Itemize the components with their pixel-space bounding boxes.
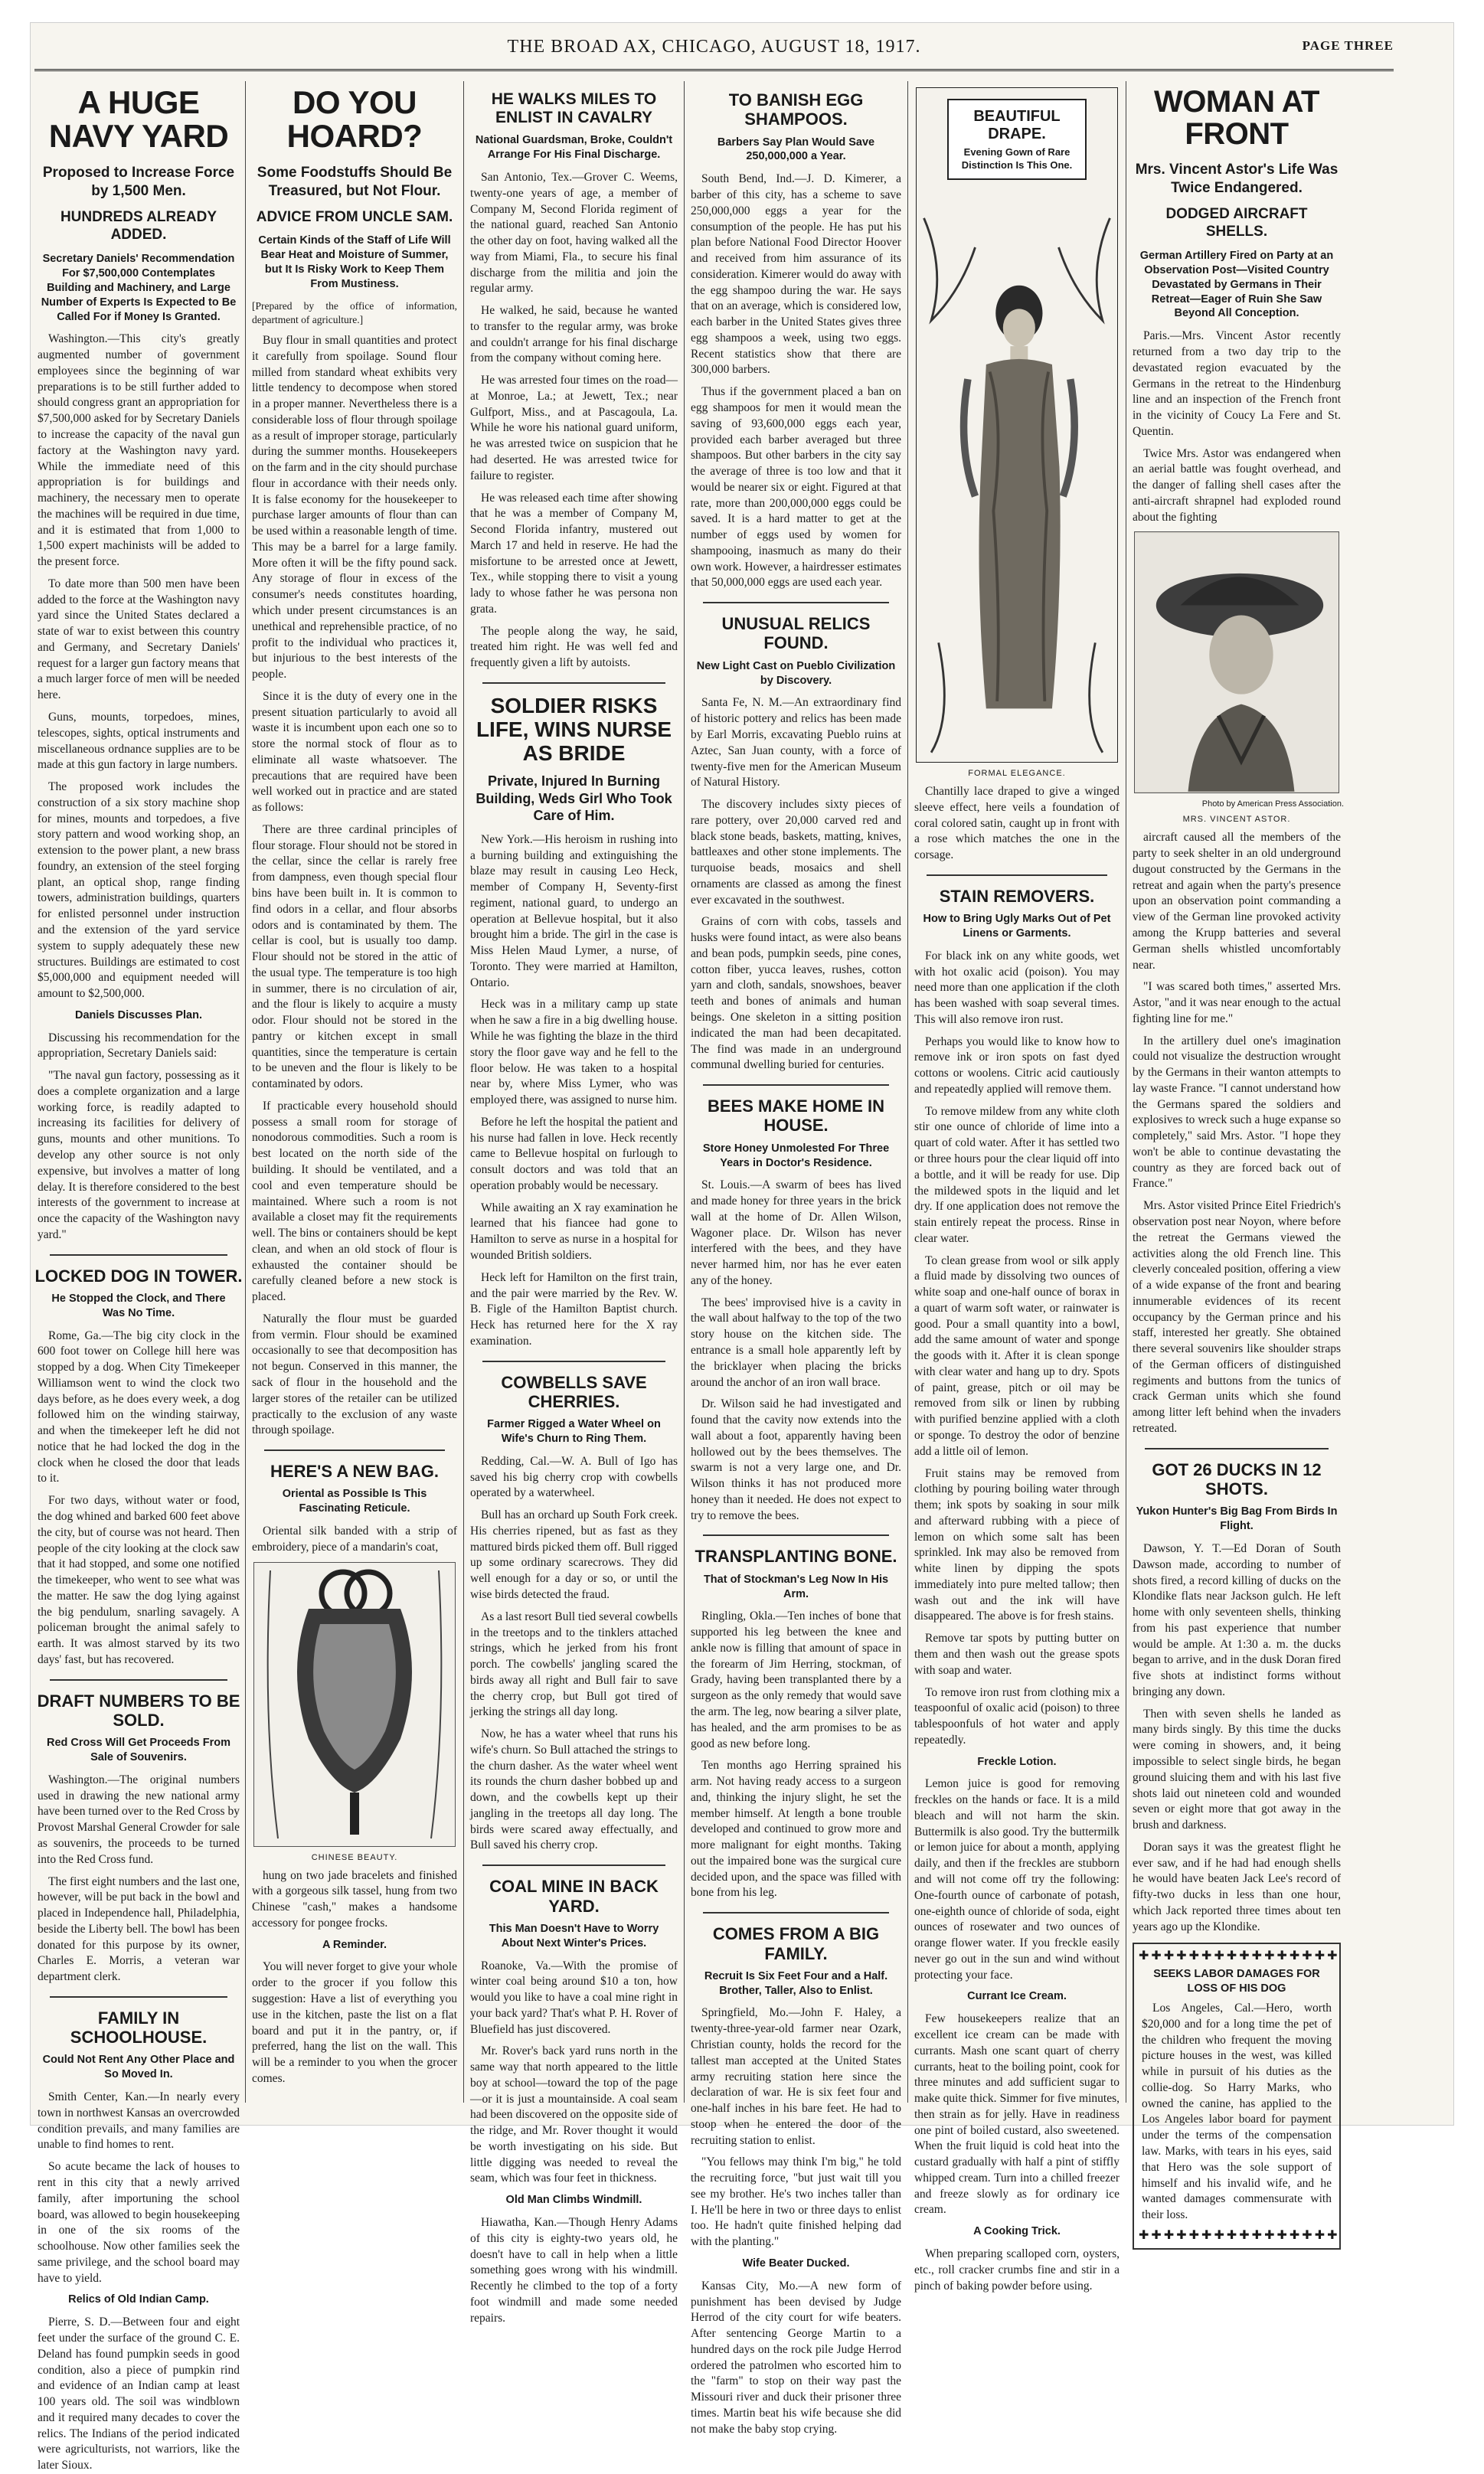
column-rule <box>907 81 908 2103</box>
headline-soldier-risks-life: SOLDIER RISKS LIFE, WINS NURSE AS BRIDE <box>476 693 672 765</box>
deck: Farmer Rigged a Water Wheel on Wife's Churn to Ring Them. <box>487 1418 661 1445</box>
divider <box>703 1912 889 1914</box>
headline-family-schoolhouse: FAMILY IN SCHOOLHOUSE. <box>70 2008 208 2048</box>
paragraph: hung on two jade bracelets and finished with a gorgeous silk tassel, hung from two Chinese "cash," makes a handsome accessory for pongee frocks. <box>252 1868 457 1930</box>
headline-navy-yard: A HUGE NAVY YARD <box>48 84 229 155</box>
paragraph: Washington.—The original numbers used in drawing the new national army have been turned over to the Red Cross by Provost Marshal General Crowder for sale as souvenirs, the proceeds to be turned into the Red Cross fund. <box>38 1773 240 1866</box>
divider <box>1145 1448 1329 1449</box>
paragraph: You will never forget to give your whole order to the grocer if you follow this suggestion: Have a list of everything you use in the kitchen, paste the list on a flat board and put it in the pantry, or, if preferred, hang the list on the wall. This will be a reminder to you when the grocer comes. <box>252 1960 457 2085</box>
paragraph: Washington.—This city's greatly augmented number of government employees since the beginning of war preparations is to be still further added to should congress grant an appropriation for $7,500,000 asked for by Secretary Daniels to increase the capacity of the naval gun factory at the Washington navy yard. While the immediate need of this appropriation is for buildings and machinery, the necessary men to operate the machines will be required in due time, and it is estimated that from 1,000 to 1,500 expert machinists will be added to the present force. <box>38 332 240 569</box>
chinese-bag-illustration <box>253 1562 456 1847</box>
paragraph: Twice Mrs. Astor was endangered when an aerial battle was fought overhead, and the danger of falling shell cases after the anti-aircraft shrapnel had exploded round about the fighting <box>1133 446 1341 524</box>
divider <box>482 682 665 684</box>
woman-gown-icon <box>917 191 1117 773</box>
figure-title: BEAUTIFUL DRAPE. <box>973 108 1061 142</box>
paragraph: Mr. Rover's back yard runs north in the same way that north appeared to the little boy at school—toward the top of the page—or it is just a mountainside. A coal seam had been discovered on the opposite side of the ridge, and Mr. Rover thought it would be worth investigating on his side. But little digging was needed to reveal the seam, which was four feet in thickness. <box>470 2044 678 2185</box>
headline-draft-numbers: DRAFT NUMBERS TO BE SOLD. <box>37 1691 240 1730</box>
paragraph: As a last resort Bull tied several cowbells in the treetops and to the tinklers attached strings, which he jerked from his front porch. The cowbells' jangling scared the birds away all right and Bull fair to save the cherry crop, but Bull got tired of jerking the strings all day long. <box>470 1610 678 1719</box>
paragraph-head: Relics of Old Indian Camp. <box>68 2293 209 2306</box>
headline-stain-removers: STAIN REMOVERS. <box>939 886 1095 906</box>
paragraph-head: Daniels Discusses Plan. <box>74 1008 203 1021</box>
paragraph: While awaiting an X ray examination he learned that his fiancee had gone to Hamilton to serve as nurse in a hospital for wounded British soldiers. <box>470 1201 678 1262</box>
divider <box>50 1254 227 1256</box>
paragraph: Kansas City, Mo.—A new form of punishment has been devised by Judge Herrod of the city court for wife beaters. After sentencing George Martin to a hundred days on the rock pile Judge Herrod ordered the patrolmen who escorted him to the "farm" to stop on their way past the Missouri river and duck their prisoner three times. Martin beat his wife because she did not make the baby stop crying. <box>691 2279 901 2436</box>
headline-big-family: COMES FROM A BIG FAMILY. <box>712 1924 880 1963</box>
paragraph: Since it is the duty of every one in the present situation particularly to avoid all waste it is incumbent upon each one so to store the normal stock of flour as to eliminate all waste whatsoever. The precautions that are required have been well worked out in practice and are stated as follows: <box>252 689 457 815</box>
paragraph: Few housekeepers realize that an excellent ice cream can be made with currants. Mash one scant quart of cherry currants, heat to the boiling point, cook for three minutes and add sufficient sugar to make quite thick. Simmer for five minutes, then strain as for jelly. Have in readiness one pint of boiled custard, also sweetened. When the fruit liquid is cold heat into the custard gradually with half a pint of stiffly whipped cream. Turn into a chilled freezer and freeze slowly as for ordinary ice cream. <box>914 2012 1120 2217</box>
deck: Yukon Hunter's Big Bag From Birds In Flight. <box>1136 1505 1338 1533</box>
paragraph: Discussing his recommendation for the appropriation, Secretary Daniels said: <box>38 1031 240 1061</box>
subhead: HUNDREDS ALREADY ADDED. <box>60 208 217 243</box>
paragraph: To remove iron rust from clothing mix a teaspoonful of oxalic acid (poison) to three tablespoonfuls of hot water and apply repeatedly. <box>914 1685 1120 1747</box>
figure-caption: MRS. VINCENT ASTOR. <box>1182 815 1291 825</box>
portrait-icon <box>1135 532 1339 793</box>
paragraph: "The naval gun factory, possessing as it does a complete organization and a large working force, is readily adapted to increasing its facilities for delivery of guns, mounts and other munitions. To develop any other source is not only expensive, but involves a matter of long delay. It is therefore considered to the best interests of the government to increase at once the capacity of the Washington navy yard." <box>38 1069 240 1241</box>
evening-gown-illustration <box>916 87 1118 763</box>
divider <box>482 1361 665 1362</box>
paragraph: Grains of corn with cobs, tassels and husks were found intact, as were also beans and bean pods, pumpkin seeds, pine cones, cotton fiber, yucca leaves, rushes, cotton yarn and cloth, sandals, snowshoes, beaver teeth and bones of animals and human beings. One skeleton in a sitting position indicated the man had been decapitated. The find was made in an underground communal dwelling buried for centuries. <box>691 915 901 1072</box>
deck: Red Cross Will Get Proceeds From Sale of Souvenirs. <box>47 1737 230 1764</box>
headline-cowbells: COWBELLS SAVE CHERRIES. <box>501 1372 647 1411</box>
masthead-title: THE BROAD AX, CHICAGO, AUGUST 18, 1917. <box>507 37 921 57</box>
column-6 <box>1129 81 1344 2242</box>
paragraph: In the artillery duel one's imagination could not visualize the destruction wrought by the Germans in their wanton attempts to lay waste France. "I cannot understand how the Germans spared the soldiers and explosives to wreck such a huge expanse so completely," said Mrs. Astor. "I hope they won't be able to continue devastating the country as they are forced back out of France." <box>1133 1034 1341 1191</box>
paragraph: "You fellows may think I'm big," he told the recruiting force, "but just wait till you see my brother. He's two inches taller than I. He'll be here in two or three days to enlist too. He hadn't quite finished helping dad with the planting." <box>691 2155 901 2249</box>
paragraph: Lemon juice is good for removing freckles on the hands or face. It is a mild bleach and will not harm the skin. Buttermilk is also good. Try the buttermilk or lemon juice for about a month, applying daily, and then if the freckles are stubborn and will not come off try the following: One-fourth ounce of carbonate of potash, one-eighth ounce of chloride of soda, eight ounces of rosewater and two ounces of orange flower water. If you freckle easily never go out in the sun and wind without protecting your face. <box>914 1777 1120 1982</box>
column-rule <box>463 81 464 2103</box>
paragraph: The discovery includes sixty pieces of rare pottery, over 20,000 carved red and black stone beads, baskets, matting, knives, battleaxes and other stone implements. The turquoise beads, mosaics and shell ornaments are classed as among the finest ever excavated in the southwest. <box>691 798 901 907</box>
figure-deck: Evening Gown of Rare Distinction Is This One. <box>961 146 1073 171</box>
paragraph: Naturally the flour must be guarded from vermin. Flour should be examined occasionally to see that decomposition has not begun. Conserved in this manner, the sack of flour in the household and the larger stores of the retailer can be utilized practically to the exclusion of any waste through spoilage. <box>252 1312 457 1437</box>
deck: New Light Cast on Pueblo Civilization by Discovery. <box>696 659 896 687</box>
subhead: ADVICE FROM UNCLE SAM. <box>256 208 453 225</box>
paragraph: Hiawatha, Kan.—Though Henry Adams of this city is eighty-two years old, he doesn't have to call in help when a little something goes wrong with his windmill. Recently he climbed to the top of a forty foot windmill and made some needed repairs. <box>470 2216 678 2325</box>
paragraph: Buy flour in small quantities and protect it carefully from spoilage. Sound flour milled from standard wheat exhibits very little tendency to decompose when stored in a proper manner. Nevertheless there is a considerable loss of flour through spoilage as a result of improper storage, particularly during the summer months. Housekeepers on the farm and in the city should purchase flour in accordance with their needs only. It is false economy for the housekeeper to purchase larger amounts of flour than can be used within a reasonable length of time. This may be a barrel for a large family. More often it will be the fifty pound sack. Any storage of flour in excess of the consumer's needs constitutes hoarding, which under present circumstances is an unethical and reprehensible practice, of no profit to the individual who practices it, but injurious to the best interests of the people. <box>252 333 457 681</box>
divider <box>50 1679 227 1681</box>
divider <box>703 1084 889 1086</box>
page-number: PAGE THREE <box>1302 38 1394 53</box>
paragraph: The proposed work includes the construction of a six story machine shop for mines, mounts and torpedoes, a five story pattern and wood working shop, an extension to the power plant, a new brass foundry, an extension of the steel forging plant, an optical shop, range finding towers, administration buildings, quarters for enlisted personnel under instruction and the extension of the yard service system to supply adequately these new structures. Buildings are estimated to cost $5,000,000 and equipment needed will amount to $2,500,000. <box>38 780 240 1001</box>
headline-hoard: DO YOU HOARD? <box>286 84 423 155</box>
paragraph: Remove tar spots by putting butter on them and then wash out the grease spots with soap and water. <box>914 1632 1120 1677</box>
paragraph: For two days, without water or food, the dog whined and barked 600 feet above the city, but of course was not heard. Then people of the city looking at the clock saw that it had stopped, and some one notified the timekeeper, who went to see what was the matter. He saw the dog lying against the big pendulum, snarling savagely. A policeman brought the animal safely to earth. It was almost starved by its two days' fast, but has recovered. <box>38 1494 240 1666</box>
headline-26-ducks: GOT 26 DUCKS IN 12 SHOTS. <box>1152 1459 1322 1499</box>
column-3 <box>467 81 681 2325</box>
plus-border-icon: ✚✚✚✚✚✚✚✚✚✚✚✚✚✚✚✚ <box>1139 2228 1340 2242</box>
paragraph: Smith Center, Kan.—In nearly every town in northwest Kansas an overcrowded condition prevails, and many families are unable to find homes to rent. <box>38 2090 240 2152</box>
divider <box>703 602 889 603</box>
figure-caption: FORMAL ELEGANCE. <box>968 769 1066 778</box>
paragraph: Ten months ago Herring sprained his arm. Not having ready access to a surgeon and, thinking the injury slight, he set the member himself. At length a bone trouble developed and continued to grow more and more malignant for eight months. Taking out the impaired bone was the surgical cure decided upon, and the space was filled with bone from his leg. <box>691 1759 901 1900</box>
box-headline: SEEKS LABOR DAMAGES FOR LOSS OF HIS DOG <box>1153 1968 1320 1995</box>
paragraph: The first eight numbers and the last one, however, will be put back in the bowl and placed in Independence hall, Philadelphia, beside the Liberty bell. The bowl has been donated for this purpose by its owner, Charles E. Morris, a veteran war department clerk. <box>38 1874 240 1984</box>
divider <box>927 874 1107 876</box>
deck: Could Not Rent Any Other Place and So Moved In. <box>42 2054 235 2081</box>
divider <box>264 1449 445 1451</box>
paragraph: Fruit stains may be removed from clothing by pouring boiling water through them; ink spots by soaking in sour milk and afterward rubbing with a piece of lemon on which some salt has been sprinkled. Ink may also be removed from white linen by dipping the spots immediately into pure melted tallow; then wash out and the ink will have disappeared. The above is for fresh stains. <box>914 1466 1120 1623</box>
divider <box>482 1864 665 1866</box>
paragraph: South Bend, Ind.—J. D. Kimerer, a barber of this city, has a scheme to save 250,000,000 eggs a year for the consumption of the people. He has put his plan before National Food Director Hoover and received from him assurance of its consideration. Kimerer would do away with the egg shampoo during the war. He says that on an average, which is considered low, each barber in the United States gives three egg shampoos a week, using two eggs. Recent statistics show that there are 300,000 barbers. <box>691 172 901 377</box>
paragraph: Los Angeles, Cal.—Hero, worth $20,000 and for a long time the pet of the children who frequent the moving picture houses in the west, was killed while in pursuit of his duties as the collie-dog. So Harry Marks, who owned the canine, has applied to the Los Angeles labor board for payment under the terms of the compensation law. Marks, with tears in his eyes, said that Hero was the sole support of himself and his invalid wife, and he wanted damages commensurate with their loss. <box>1142 2002 1332 2222</box>
paragraph: Paris.—Mrs. Vincent Astor recently returned from a two day trip to the devastated region evacuated by the Germans in the retreat to the Hindenburg line and an inspection of the French front in the vicinity of Coucy La Fere and St. Quentin. <box>1133 329 1341 438</box>
paragraph: Chantilly lace draped to give a winged sleeve effect, here veils a foundation of coral colored satin, caught up in front with a rose which matches the one in the corsage. <box>914 785 1120 862</box>
paragraph: Heck left for Hamilton on the first train, and the pair were married by the Rev. W. B. Figle of the Hamilton Baptist church. Heck has returned here for the X ray examination. <box>470 1270 678 1348</box>
paragraph: When preparing scalloped corn, oysters, etc., roll cracker crumbs fine and stir in a pinch of baking powder before using. <box>914 2247 1120 2293</box>
column-rule <box>684 81 685 2103</box>
deck: He Stopped the Clock, and There Was No Time. <box>51 1292 226 1319</box>
headline-egg-shampoos: TO BANISH EGG SHAMPOOS. <box>728 90 864 129</box>
paragraph: Doran says it was the greatest flight he ever saw, and if he had had enough shells he would have beaten Jack Lee's record of fifty-two ducks in less than one hour, which Jack reported three times about ten years ago up the Klondike. <box>1133 1840 1341 1933</box>
paragraph-head: Old Man Climbs Windmill. <box>505 2194 642 2207</box>
deck: Store Honey Unmolested For Three Years in Doctor's Residence. <box>702 1142 890 1169</box>
column-1 <box>34 81 243 2472</box>
paragraph: For black ink on any white goods, wet with hot oxalic acid (poison). You may need more than one application if the cloth has been washed with soap several times. This will also remove iron rust. <box>914 949 1120 1026</box>
paragraph: Mrs. Astor visited Prince Eitel Friedrich's observation post near Noyon, where before the retreat the Germans viewed the activities along the old French line. This cleverly concealed position, offering a view of a wide expanse of the front and bearing innumerable evidences of its recent occupancy by the German prince and his staff, interested her greatly. She obtained there several souvenirs like shoulder straps of the German officers of distinguished regiments and buttons from the tunics of crack German units which she found among litter left behind when the invaders retreated. <box>1133 1199 1341 1435</box>
paragraph: Rome, Ga.—The big city clock in the 600 foot tower on College hill here was stopped by a dog. When City Timekeeper Williamson went to wind the clock two days before, as he does every week, a dog followed him on the winding stairway, and when the timekeeper left he did not notice that he had locked the dog in the clock when he closed the door that leads to it. <box>38 1329 240 1485</box>
paragraph: New York.—His heroism in rushing into a burning building and extinguishing the blaze may result in causing Leo Heck, member of Company H, Seventy-first regiment, national guard, to undergo an operation at Bellevue hospital, but it also brought him a bride. The girl in the case is Miss Helen Maud Lymer, a nurse, of Toronto. They were married at Hamilton, Ontario. <box>470 832 678 989</box>
paragraph: "I was scared both times," asserted Mrs. Astor, "and it was near enough to the actual fighting line for me." <box>1133 980 1341 1025</box>
paragraph: To clean grease from wool or silk apply a fluid made by dissolving two ounces of white soap and one-half ounce of borax in a quart of warm soft water, or rainwater is good. Pour a small quantity into a bowl, add the same amount of water and sponge the goods with it. After it is clean sponge with clear water and hang up to dry. Spots of paint, grease, pitch or oil may be removed from silk or linen by rubbing with purified benzine applied with a cloth or sponge. To destroy the odor of benzine add a little oil of lemon. <box>914 1253 1120 1458</box>
mrs-astor-photo <box>1134 531 1339 793</box>
headline-locked-dog: LOCKED DOG IN TOWER. <box>34 1266 243 1286</box>
subhead: DODGED AIRCRAFT SHELLS. <box>1165 205 1308 240</box>
masthead <box>34 31 1394 71</box>
paragraph: If practicable every household should possess a small room for storage of nonodorous commodities. Such a room is best located on the north side of the building. It should be ventilated, and a cool and even temperature should be maintained. Where such a room is not available a closet may fit the requirements well. The bins or containers should be kept clean, and when an old stock of flour is exhausted the container should be carefully cleaned before a new stock is placed. <box>252 1099 457 1304</box>
paragraph: Bull has an orchard up South Fork creek. His cherries ripened, but as fast as they mattured birds picked them off. Bull rigged up some ordinary scarecrows. They did well enough for a day or so, or until the wise birds detected the fraud. <box>470 1508 678 1601</box>
paragraph: Before he left the hospital the patient and his nurse had fallen in love. Heck recently came to Bellevue hospital on furlough to consult doctors and was told that an operation probably would be necessary. <box>470 1115 678 1192</box>
paragraph: The people along the way, he said, treated him right. He was well fed and frequently given a lift by autoists. <box>470 624 678 670</box>
paragraph: So acute became the lack of houses to rent in this city that a newly arrived family, after importuning the school board, was allowed to begin housekeeping in one of the six rooms of the schoolhouse. Now other families seek the same privilege, and the school board may have to yield. <box>38 2160 240 2285</box>
deck: National Guardsman, Broke, Couldn't Arrange For His Final Discharge. <box>475 134 673 162</box>
paragraph-head: Freckle Lotion. <box>977 1755 1057 1768</box>
deck: Secretary Daniels' Recommendation For $7,500,000 Contemplates Building and Machinery, and Large Number of Experts Is Expected to Be Called For if Money Is Granted. <box>41 253 237 323</box>
paragraph: Now, he has a water wheel that runs his wife's churn. So Bull attached the strings to the churn dasher. As the water wheel went its rounds the churn dasher bobbed up and down, and the cowbells kept up their jangling in the treetops all day long. The birds were scared away effectually, and Bull saved his cherry crop. <box>470 1727 678 1852</box>
column-2 <box>249 81 460 2103</box>
paragraph: St. Louis.—A swarm of bees has lived and made honey for three years in the brick wall at the home of Dr. Allen Wilson, Wagoner place. Dr. Wilson has never interfered with the bees, and they have never harmed him, nor has he ever eaten any of the honey. <box>691 1178 901 1287</box>
headline-walks-miles: HE WALKS MILES TO ENLIST IN CAVALRY <box>491 90 657 127</box>
paragraph-head: Currant Ice Cream. <box>967 1990 1067 2003</box>
headline-coal-mine: COAL MINE IN BACK YARD. <box>489 1877 659 1916</box>
paragraph: Guns, mounts, torpedoes, mines, telescopes, sights, optical instruments and miscellaneous ordnance supplies are to be made at this gun factory in large numbers. <box>38 711 240 772</box>
subhead: Private, Injured In Burning Building, Weds Girl Who Took Care of Him. <box>476 773 672 824</box>
paragraph: Perhaps you would like to know how to remove ink or iron spots on fast dyed cottons or woolens. Citric acid cautiously and repeatedly applied will remove them. <box>914 1034 1120 1096</box>
deck: Recruit Is Six Feet Four and a Half. Brother, Taller, Also to Enlist. <box>704 1969 888 1997</box>
headline-bees: BEES MAKE HOME IN HOUSE. <box>707 1096 885 1136</box>
deck: How to Bring Ugly Marks Out of Pet Linens or Garments. <box>923 913 1111 940</box>
paragraph: Pierre, S. D.—Between four and eight feet under the surface of the ground C. E. Deland has found pumpkin seeds in good condition, also a piece of pumpkin rind and evidence of an Indian camp at least 100 years old. The soil was windblown and it required many decades to cover the relics. The Indians of the period indicated were agriculturists, not warriors, like the later Sioux. <box>38 2315 240 2472</box>
figure-caption: CHINESE BEAUTY. <box>311 1852 398 1862</box>
paragraph: Ringling, Okla.—Ten inches of bone that supported his leg between the knee and ankle now is filling that amount of space in the forearm of Jim Herring, stockman, of Grady, having been transplanted there by a surgeon as the only remedy that would save the arm. The leg, now bearing a silver plate, has healed, and the arm promises to be as good as new before long. <box>691 1610 901 1750</box>
subhead: Mrs. Vincent Astor's Life Was Twice Endangered. <box>1135 162 1339 196</box>
paragraph: Oriental silk banded with a strip of embroidery, piece of a mandarin's coat, <box>252 1525 457 1554</box>
paragraph-head: A Reminder. <box>322 1938 387 1951</box>
dog-damages-box <box>1133 1943 1341 2249</box>
deck: Barbers Say Plan Would Save 250,000,000 a Year. <box>717 136 875 163</box>
divider <box>703 1534 889 1536</box>
paragraph: The bees' improvised hive is a cavity in the wall about halfway to the top of the two story house on the kitchen side. The entrance is a small hole apparently left by the bricklayer when placing the bricks around the anchor of an iron wall brace. <box>691 1296 901 1389</box>
paragraph: He walked, he said, because he wanted to transfer to the regular army, was broke and couldn't arrange for his final discharge from the company without coming here. <box>470 304 678 365</box>
paragraph-head: A Cooking Trick. <box>973 2225 1061 2238</box>
paragraph-head: Wife Beater Ducked. <box>742 2257 850 2270</box>
column-5 <box>911 81 1123 2293</box>
divider <box>50 1996 227 1998</box>
paragraph: Thus if the government placed a ban on egg shampoos for men it would mean the saving of 93,600,000 eggs each year, provided each barber averaged but three shampoos. But other barbers in the city say the average of three is too low and that it would be nearer six or eight. Figured at that rate, more than 200,000,000 eggs could be saved. It is a hard matter to get at the number of eggs used by women for shampooing, inasmuch as many do their own work. However, a hairdresser estimates that 50,000,000 eggs are used each year. <box>691 385 901 590</box>
headline-transplanting-bone: TRANSPLANTING BONE. <box>695 1547 897 1567</box>
paragraph: To remove mildew from any white cloth stir one ounce of chloride of lime into a quart of cold water. After it has settled two or three hours pour the clear liquid off into a bottle, and it will be ready for use. Dip the mildewed spots in the liquid and let dry. If one application does not remove the stain entirely repeat the process. Rinse in clear water. <box>914 1104 1120 1245</box>
paragraph: He was arrested four times on the road—at Monroe, La.; at Jewett, Tex.; near Gulfport, Miss., and at Pascagoula, La. While he wore his national guard uniform, he was arrested twice on suspicion that he had deserted. He was arrested twice for failure to register. <box>470 374 678 482</box>
paragraph: To date more than 500 men have been added to the force at the Washington navy yard since the United States declared a state of war to exist between this country and Germany, and Secretary Daniels' request for a larger gun factory means that a much larger force of men will be needed here. <box>38 577 240 702</box>
bag-icon <box>254 1563 455 1846</box>
paragraph: Then with seven shells he landed as many birds singly. By this time the ducks were coming in showers, and, it being impossible to select single birds, he began ground sluicing them and with his last five shots laid out nineteen cold and wounded seven or eight more that got away in the brush and darkness. <box>1133 1707 1341 1832</box>
note: [Prepared by the office of information, department of agriculture.] <box>252 299 457 325</box>
paragraph: Dr. Wilson said he had investigated and found that the cavity now extends into the wall about a foot, apparently having been hollowed out by the bees themselves. The swarm is not a very large one, and Dr. Wilson thinks it has not produced more honey than it needed. He does not expect to try to remove the bees. <box>691 1397 901 1522</box>
paragraph: aircraft caused all the members of the party to seek shelter in an old underground dugout constructed by the Germans in the retreat and again when the party's presence upon an observation point commanding a view of the German line provoked activity among the Krupp batteries and several German shells whistled uncomfortably near. <box>1133 831 1341 972</box>
paragraph: Redding, Cal.—W. A. Bull of Igo has saved his big cherry crop with cowbells operated by a waterwheel. <box>470 1454 678 1500</box>
photo-credit: Photo by American Press Association. <box>1201 799 1344 809</box>
deck: This Man Doesn't Have to Worry About Next Winter's Prices. <box>489 1922 659 1949</box>
headline-unusual-relics: UNUSUAL RELICS FOUND. <box>721 614 871 653</box>
headline-new-bag: HERE'S A NEW BAG. <box>270 1462 439 1482</box>
paragraph: Roanoke, Va.—With the promise of winter coal being around $10 a ton, how would you like to have a coal mine right in your back yard? That's what P. H. Rover of Bluefield has just discovered. <box>470 1959 678 2036</box>
paragraph: Santa Fe, N. M.—An extraordinary find of historic pottery and relics has been made by Earl Morris, excavating Pueblo ruins at Aztec, San Juan county, with a force of twenty-five men for the American Museum of Natural History. <box>691 696 901 789</box>
paragraph: Springfield, Mo.—John F. Haley, a twenty-three-year-old farmer near Ozark, Christian county, holds the record for the tallest man accepted at the United States army recruiting station here since the declaration of war. He is six feet four and one-half inches in his bare feet. He had to stoop when he entered the door of the recruiting station to enlist. <box>691 2006 901 2147</box>
paragraph: Heck was in a military camp up state when he saw a fire in a big dwelling house. While he was fighting the blaze in the third story the floor gave way and he fell to the floor below. He was taken to a hospital near by, where Miss Lymer, who was employed there, was assigned to nurse him. <box>470 998 678 1107</box>
deck: German Artillery Fired on Party at an Observation Post—Visited Country Devastated by Germans in Their Retreat—Eager of Ruin She Saw Beyond All Conception. <box>1139 250 1334 320</box>
paragraph: He was released each time after showing that he was a member of Company M, Second Florida infantry, mustered out March 17 and held in reserve. He had the misfortune to be arrested once at Jewett, Tex., while stopping there to visit a young lady to whose father he was persona non grata. <box>470 491 678 616</box>
paragraph: Dawson, Y. T.—Ed Doran of South Dawson made, according to number of shots fired, a record killing of ducks on the Klondike flats near Jackson gulch. He left home with only seventeen shells, thinking from his past experience that number would be ample. At 1:30 a. m. the ducks began to arrive, and in the dusk Doran fired five shots at indistinct forms without bringing any down. <box>1133 1542 1341 1698</box>
column-rule <box>245 81 246 2103</box>
deck: That of Stockman's Leg Now In His Arm. <box>703 1573 889 1600</box>
subhead: Proposed to Increase Force by 1,500 Men. <box>42 165 235 199</box>
subhead: Some Foodstuffs Should Be Treasured, but Not Flour. <box>257 165 453 199</box>
deck: Certain Kinds of the Staff of Life Will Bear Heat and Moisture of Summer, but It Is Risky Work to Keep Them From Mustiness. <box>258 234 451 290</box>
plus-border-icon: ✚✚✚✚✚✚✚✚✚✚✚✚✚✚✚✚ <box>1139 1949 1340 1963</box>
column-4 <box>688 81 904 2436</box>
deck: Oriental as Possible Is This Fascinating Reticule. <box>282 1488 427 1515</box>
paragraph: There are three cardinal principles of flour storage. Flour should not be stored in the cellar, since the cellar is rarely free from dampness, even though special flour bins have been built in. It is common to find odors in a cellar, and flour absorbs odors and is contaminated by them. The cellar is cool, but is usually too damp. Flour should not be stored in the attic of the usual type. The temperature is too high in summer, there is no circulation of air, and the flour is likely to acquire a musty odor. Flour should not be stored in the pantry or kitchen except in small quantities, since the temperature is certain to be uneven and the flour is likely to be contaminated by odors. <box>252 822 457 1091</box>
paragraph: San Antonio, Tex.—Grover C. Weems, twenty-one years of age, a member of Company M, Second Florida regiment of the national guard, reached San Antonio the other day on foot, having walked all the way from Miami, Fla., to secure his final discharge from the militia and join the regular army. <box>470 170 678 296</box>
headline-woman-at-front: WOMAN AT FRONT <box>1154 85 1319 151</box>
